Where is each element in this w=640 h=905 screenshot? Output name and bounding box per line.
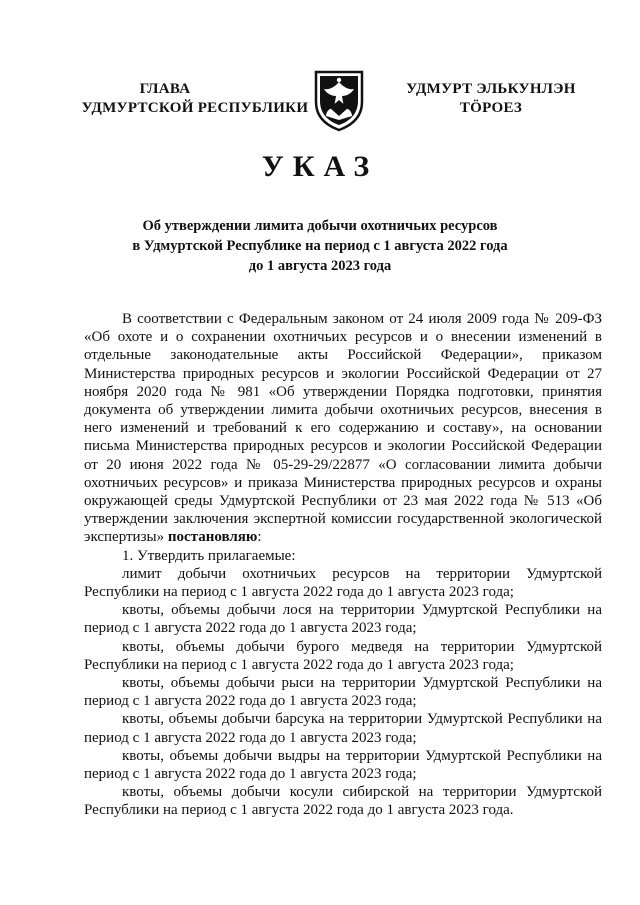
list-item: лимит добычи охотничьих ресурсов на территории Удмуртской Республики на период с 1 августа 2022 года до 1 августа 2023 года; <box>84 565 602 601</box>
issuer-russian <box>60 80 330 118</box>
issuer-russian-line1: ГЛАВА <box>139 81 191 97</box>
preamble-paragraph <box>84 310 602 547</box>
decree-title <box>100 216 540 276</box>
issuer-udmurt-line2: ТӦРОЕЗ <box>459 100 523 116</box>
decree-colon: : <box>257 529 262 546</box>
issuer-russian-line2: УДМУРТСКОЙ РЕСПУБЛИКИ <box>81 100 309 116</box>
document-type: УКАЗ <box>261 150 379 183</box>
list-item: квоты, объемы добычи выдры на территории Удмуртской Республики на период с 1 августа 2022 года до 1 августа 2023 года; <box>84 747 602 783</box>
issuer-udmurt <box>392 80 590 118</box>
decree-title-line2: в Удмуртской Республике на период с 1 августа 2022 года <box>132 238 508 254</box>
issuer-udmurt-line1: УДМУРТ ЭЛЬКУНЛЭН <box>406 81 576 97</box>
coat-of-arms-icon <box>312 68 366 132</box>
decree-title-line1: Об утверждении лимита добычи охотничьих ресурсов <box>142 218 498 234</box>
preamble-text: В соответствии с Федеральным законом от 24 июля 2009 года № 209-ФЗ «Об охоте и о сохранении охотничьих ресурсов и о внесении изменений в отдельные законодательные акты Российской Федерации», приказом Министерства природных ресурсов и экологии Российской Федерации от 27 ноября 2020 года № 981 «Об утверждении Порядка подготовки, принятия документа об утверждении лимита добычи охотничьих ресурсов, внесения в него изменений и требований к его содержанию и составу», на основании письма Министерства природных ресурсов и экологии Российской Федерации от 20 июня 2022 года № 05-29-29/22877 «О согласовании лимита добычи охотничьих ресурсов» и приказа Министерства природных ресурсов и охраны окружающей среды Удмуртской Республики от 23 мая 2022 года № 513 «Об утверждении заключения экспертной комиссии государственной экологической экспертизы» <box>84 311 602 546</box>
point-1: 1. Утвердить прилагаемые: <box>122 547 296 564</box>
list-item: квоты, объемы добычи лося на территории Удмуртской Республики на период с 1 августа 2022 года до 1 августа 2023 года; <box>84 602 602 637</box>
document-header <box>0 68 640 148</box>
list-item: квоты, объемы добычи барсука на территории Удмуртской Республики на период с 1 августа 2022 года до 1 августа 2023 года; <box>84 711 602 746</box>
decree-body <box>84 310 602 820</box>
list-item: квоты, объемы добычи рыси на территории Удмуртской Республики на период с 1 августа 2022 года до 1 августа 2023 года; <box>84 675 602 710</box>
list-item: квоты, объемы добычи бурого медведя на территории Удмуртской Республики на период с 1 августа 2022 года до 1 августа 2023 года; <box>84 638 602 673</box>
decree-word: постановляю <box>167 529 258 546</box>
list-item: квоты, объемы добычи косули сибирской на территории Удмуртской Республики на период с 1 августа 2022 года до 1 августа 2023 года. <box>84 784 602 819</box>
decree-title-line3: до 1 августа 2023 года <box>248 258 392 274</box>
